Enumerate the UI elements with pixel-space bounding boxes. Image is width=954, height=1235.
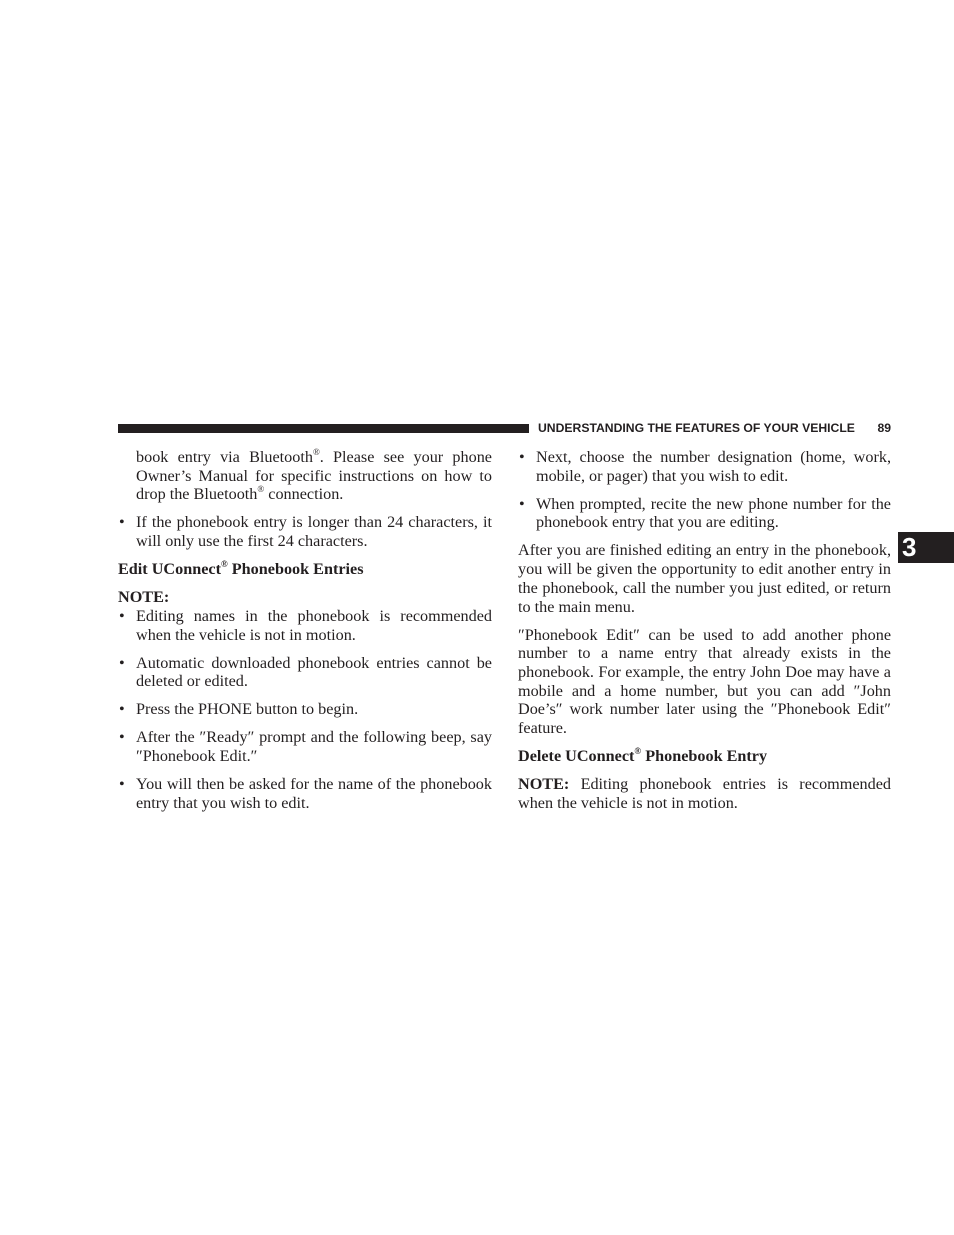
paragraph-after-editing: After you are finished editing an entry in the phonebook, you will be given the opportunity to edit another entry in the phonebook, call the number you just edited, or return to the main menu. bbox=[518, 541, 891, 616]
right-column bbox=[518, 448, 891, 822]
chapter-tab: 3 bbox=[898, 532, 954, 563]
header-rule bbox=[118, 424, 529, 433]
page-number: 89 bbox=[877, 421, 891, 435]
left-column bbox=[118, 448, 492, 822]
bullet-item: • After the ″Ready″ prompt and the following beep, say ″Phonebook Edit.″ bbox=[118, 728, 492, 765]
note-label: NOTE: bbox=[118, 588, 170, 607]
paragraph-phonebook-edit: ″Phonebook Edit″ can be used to add another phone number to a name entry that already exists in the phonebook. For example, the entry John Doe may have a mobile and a home number, but you can add ″John Doe’s″ work number later using the ″Phonebook Edit″ feature. bbox=[518, 625, 891, 738]
running-header bbox=[538, 420, 891, 436]
bullet-item: • When prompted, recite the new phone number for the phonebook entry that you are editing. bbox=[518, 495, 891, 532]
continued-paragraph: book entry via Bluetooth®. Please see your phone Owner’s Manual for specific instructions on how to drop the Bluetooth® connection. bbox=[136, 446, 492, 504]
bullet-item: • Editing names in the phonebook is recommended when the vehicle is not in motion. bbox=[118, 607, 492, 644]
bullet-item-character-limit: • If the phonebook entry is longer than 24 characters, it will only use the first 24 characters. bbox=[118, 513, 492, 550]
note-label: NOTE: bbox=[518, 775, 570, 794]
bullet-item: • You will then be asked for the name of the phonebook entry that you wish to edit. bbox=[118, 775, 492, 812]
delete-entry-heading: Delete UConnect® Phonebook Entry bbox=[518, 745, 768, 766]
registered-mark: ® bbox=[634, 745, 642, 756]
bullet-item: • Automatic downloaded phonebook entries cannot be deleted or edited. bbox=[118, 654, 492, 691]
bullet-item: • Next, choose the number designation (home, work, mobile, or pager) that you wish to edit. bbox=[518, 448, 891, 485]
registered-mark: ® bbox=[220, 558, 228, 569]
bullet-item: • Press the PHONE button to begin. bbox=[118, 700, 492, 719]
registered-mark: ® bbox=[257, 484, 265, 495]
registered-mark: ® bbox=[312, 446, 320, 457]
note-text: Editing phonebook entries is recommended when the vehicle is not in motion. bbox=[518, 775, 891, 812]
delete-note bbox=[518, 775, 891, 812]
edit-entries-heading: Edit UConnect® Phonebook Entries bbox=[118, 558, 364, 579]
section-title: UNDERSTANDING THE FEATURES OF YOUR VEHICLE bbox=[538, 421, 855, 435]
